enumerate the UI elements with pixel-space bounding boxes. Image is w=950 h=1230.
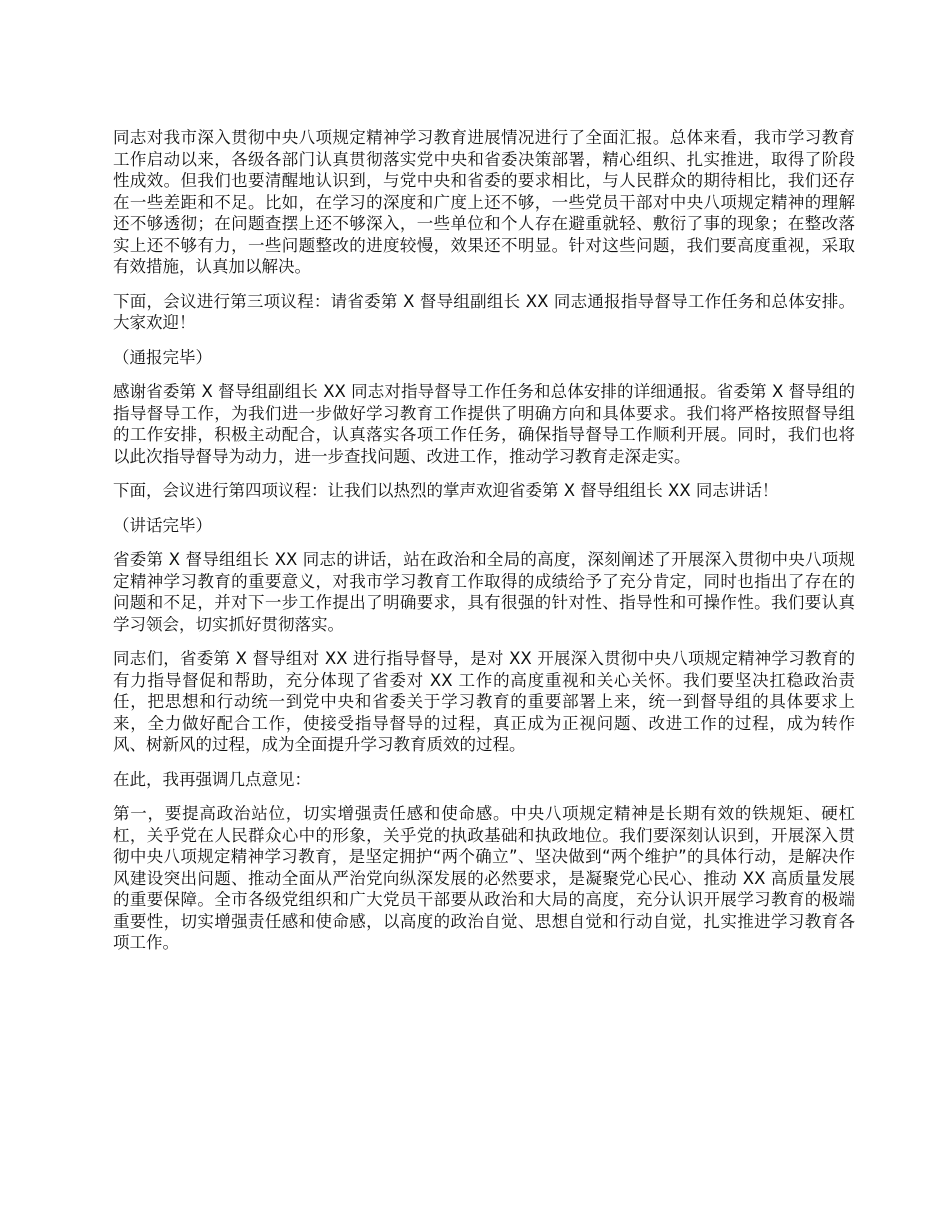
paragraph-speech-evaluation: 省委第 X 督导组组长 XX 同志的讲话，站在政治和全局的高度，深刻阐述了开展深入贯彻中央八项规定精神学习教育的重要意义，对我市学习教育工作取得的成绩给予了充分肯定，同时也指出了存在的问题和不足，并对下一步工作提出了明确要求，具有很强的针对性、指导性和可操作性。我们要认真学习领会，切实抓好贯彻落实。 [113, 550, 855, 634]
paragraph-thanks-deputy-leader: 感谢省委第 X 督导组副组长 XX 同志对指导督导工作任务和总体安排的详细通报。省委第 X 督导组的指导督导工作，为我们进一步做好学习教育工作提供了明确方向和具体要求。我们将严格按照督导组的工作安排，积极主动配合，认真落实各项工作任务，确保指导督导工作顺利开展。同时，我们也将以此次指导督导为动力，进一步查找问题、改进工作，推动学习教育走深走实。 [113, 382, 855, 466]
paragraph-agenda-item-four: 下面，会议进行第四项议程：让我们以热烈的掌声欢迎省委第 X 督导组组长 XX 同志讲话！ [113, 481, 779, 500]
paragraph-report-finished: （通报完毕） [113, 347, 212, 367]
paragraph-comrades-address: 同志们，省委第 X 督导组对 XX 进行指导督导，是对 XX 开展深入贯彻中央八项规定精神学习教育的有力指导督促和帮助，充分体现了省委对 XX 工作的高度重视和关心关怀。我们要坚决扛稳政治责任，把思想和行动统一到党中央和省委关于学习教育的重要部署上来，统一到督导组的具体要求上来，全力做好配合工作，使接受指导督导的过程，真正成为正视问题、改进工作的过程，成为转作风、树新风的过程，成为全面提升学习教育质效的过程。 [113, 649, 855, 754]
paragraph-report-summary: 同志对我市深入贯彻中央八项规定精神学习教育进展情况进行了全面汇报。总体来看，我市学习教育工作启动以来，各级各部门认真贯彻落实党中央和省委决策部署，精心组织、扎实推进，取得了阶段性成效。但我们也要清醒地认识到，与党中央和省委的要求相比，与人民群众的期待相比，我们还存在一些差距和不足。比如，在学习的深度和广度上还不够，一些党员干部对中央八项规定精神的理解还不够透彻；在问题查摆上还不够深入，一些单位和个人存在避重就轻、敷衍了事的现象；在整改落实上还不够有力，一些问题整改的进度较慢，效果还不明显。针对这些问题，我们要高度重视，采取有效措施，认真加以解决。 [113, 128, 855, 276]
paragraph-emphasis-intro: 在此，我再强调几点意见： [113, 769, 311, 789]
paragraph-point-one: 第一，要提高政治站位，切实增强责任感和使命感。中央八项规定精神是长期有效的铁规矩、硬杠杠，关乎党在人民群众心中的形象，关乎党的执政基础和执政地位。我们要深刻认识到，开展深入贯彻中央八项规定精神学习教育，是坚定拥护“两个确立”、坚决做到“两个维护”的具体行动，是解决作风建设突出问题、推动全面从严治党向纵深发展的必然要求，是凝聚党心民心、推动 XX 高质量发展的重要保障。全市各级党组织和广大党员干部要从政治和大局的高度，充分认识开展学习教育的极端重要性，切实增强责任感和使命感，以高度的政治自觉、思想自觉和行动自觉，扎实推进学习教育各项工作。 [113, 804, 855, 952]
paragraph-agenda-item-three: 下面，会议进行第三项议程：请省委第 X 督导组副组长 XX 同志通报指导督导工作任务和总体安排。大家欢迎！ [113, 291, 855, 332]
document-body [113, 127, 855, 967]
paragraph-speech-finished: （讲话完毕） [113, 515, 212, 535]
